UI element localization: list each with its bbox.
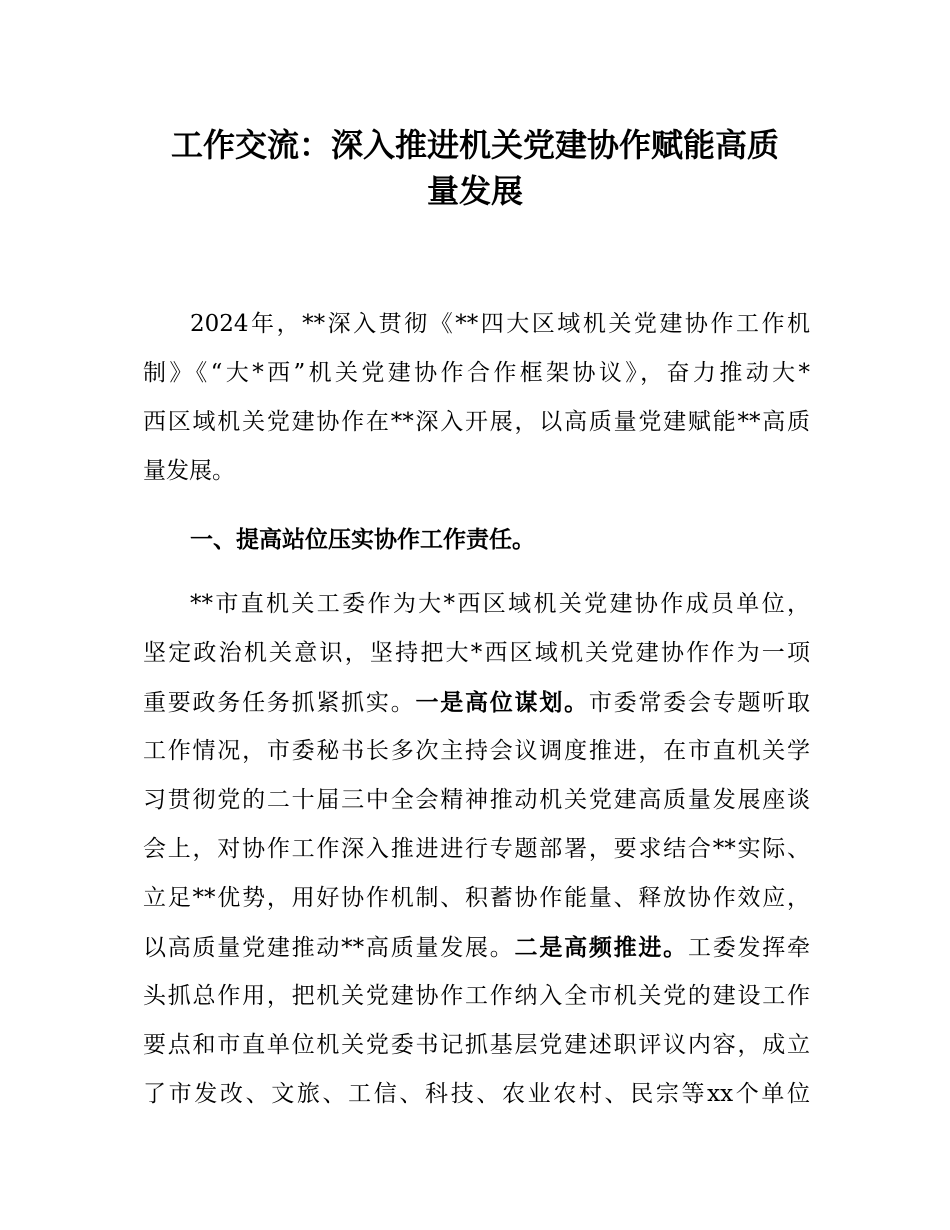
text-segment: 以高质量党建推动**高质量发展。 bbox=[143, 935, 515, 961]
text-segment: 市委常委会专题听取 bbox=[588, 690, 811, 716]
text-segment: 会上，对协作工作深入推进进行专题部署，要求结合**实际、 bbox=[143, 836, 810, 862]
text-segment: 2024年，**深入贯彻《**四大区域机关党建协作工作机 bbox=[190, 311, 810, 337]
text-line bbox=[143, 300, 810, 349]
text-line bbox=[143, 580, 810, 629]
text-line bbox=[143, 629, 810, 678]
text-segment: 重要政务任务抓紧抓实。 bbox=[143, 690, 416, 716]
text-segment: 坚定政治机关意识，坚持把大*西区域机关党建协作作为一项 bbox=[143, 640, 810, 666]
text-segment: 要点和市直单位机关党委书记抓基层党建述职评议内容，成立 bbox=[143, 1032, 810, 1058]
text-line bbox=[143, 923, 810, 972]
text-segment: 制》《“大*西”机关党建协作合作框架协议》，奋力推动大* bbox=[143, 360, 810, 386]
document-title bbox=[0, 122, 950, 214]
paragraph-intro bbox=[143, 300, 810, 496]
text-segment: 头抓总作用，把机关党建协作工作纳入全市机关党的建设工作 bbox=[143, 983, 810, 1009]
text-line bbox=[143, 874, 810, 923]
text-line bbox=[143, 1021, 810, 1070]
text-segment: 立足**优势，用好协作机制、积蓄协作能量、释放协作效应， bbox=[143, 885, 810, 911]
text-line bbox=[143, 776, 810, 825]
bold-text: 二是高频推进。 bbox=[514, 934, 688, 961]
text-line bbox=[143, 1070, 810, 1119]
text-segment: **市直机关工委作为大*西区域机关党建协作成员单位， bbox=[190, 591, 810, 617]
paragraph-section-1 bbox=[143, 580, 810, 1119]
title-line-1: 工作交流：深入推进机关党建协作赋能高质 bbox=[170, 126, 779, 164]
text-segment: 习贯彻党的二十届三中全会精神推动机关党建高质量发展座谈 bbox=[143, 787, 810, 813]
text-line bbox=[143, 727, 810, 776]
section-heading: 一、提高站位压实协作工作责任。 bbox=[190, 526, 535, 553]
document-body bbox=[143, 300, 810, 1119]
text-line bbox=[143, 825, 810, 874]
text-segment: 工委发挥牵 bbox=[687, 935, 811, 961]
title-line-2: 量发展 bbox=[426, 172, 523, 210]
text-segment: 量发展。 bbox=[143, 458, 235, 484]
text-line bbox=[143, 678, 810, 727]
text-line bbox=[143, 447, 810, 496]
text-line bbox=[143, 349, 810, 398]
bold-text: 一是高位谋划。 bbox=[415, 689, 589, 716]
text-line bbox=[143, 398, 810, 447]
text-segment: 西区域机关党建协作在**深入开展，以高质量党建赋能**高质 bbox=[143, 409, 810, 435]
text-line bbox=[143, 972, 810, 1021]
text-segment: 工作情况，市委秘书长多次主持会议调度推进，在市直机关学 bbox=[143, 738, 810, 764]
text-segment: 了市发改、文旅、工信、科技、农业农村、民宗等xx个单位 bbox=[143, 1081, 810, 1107]
